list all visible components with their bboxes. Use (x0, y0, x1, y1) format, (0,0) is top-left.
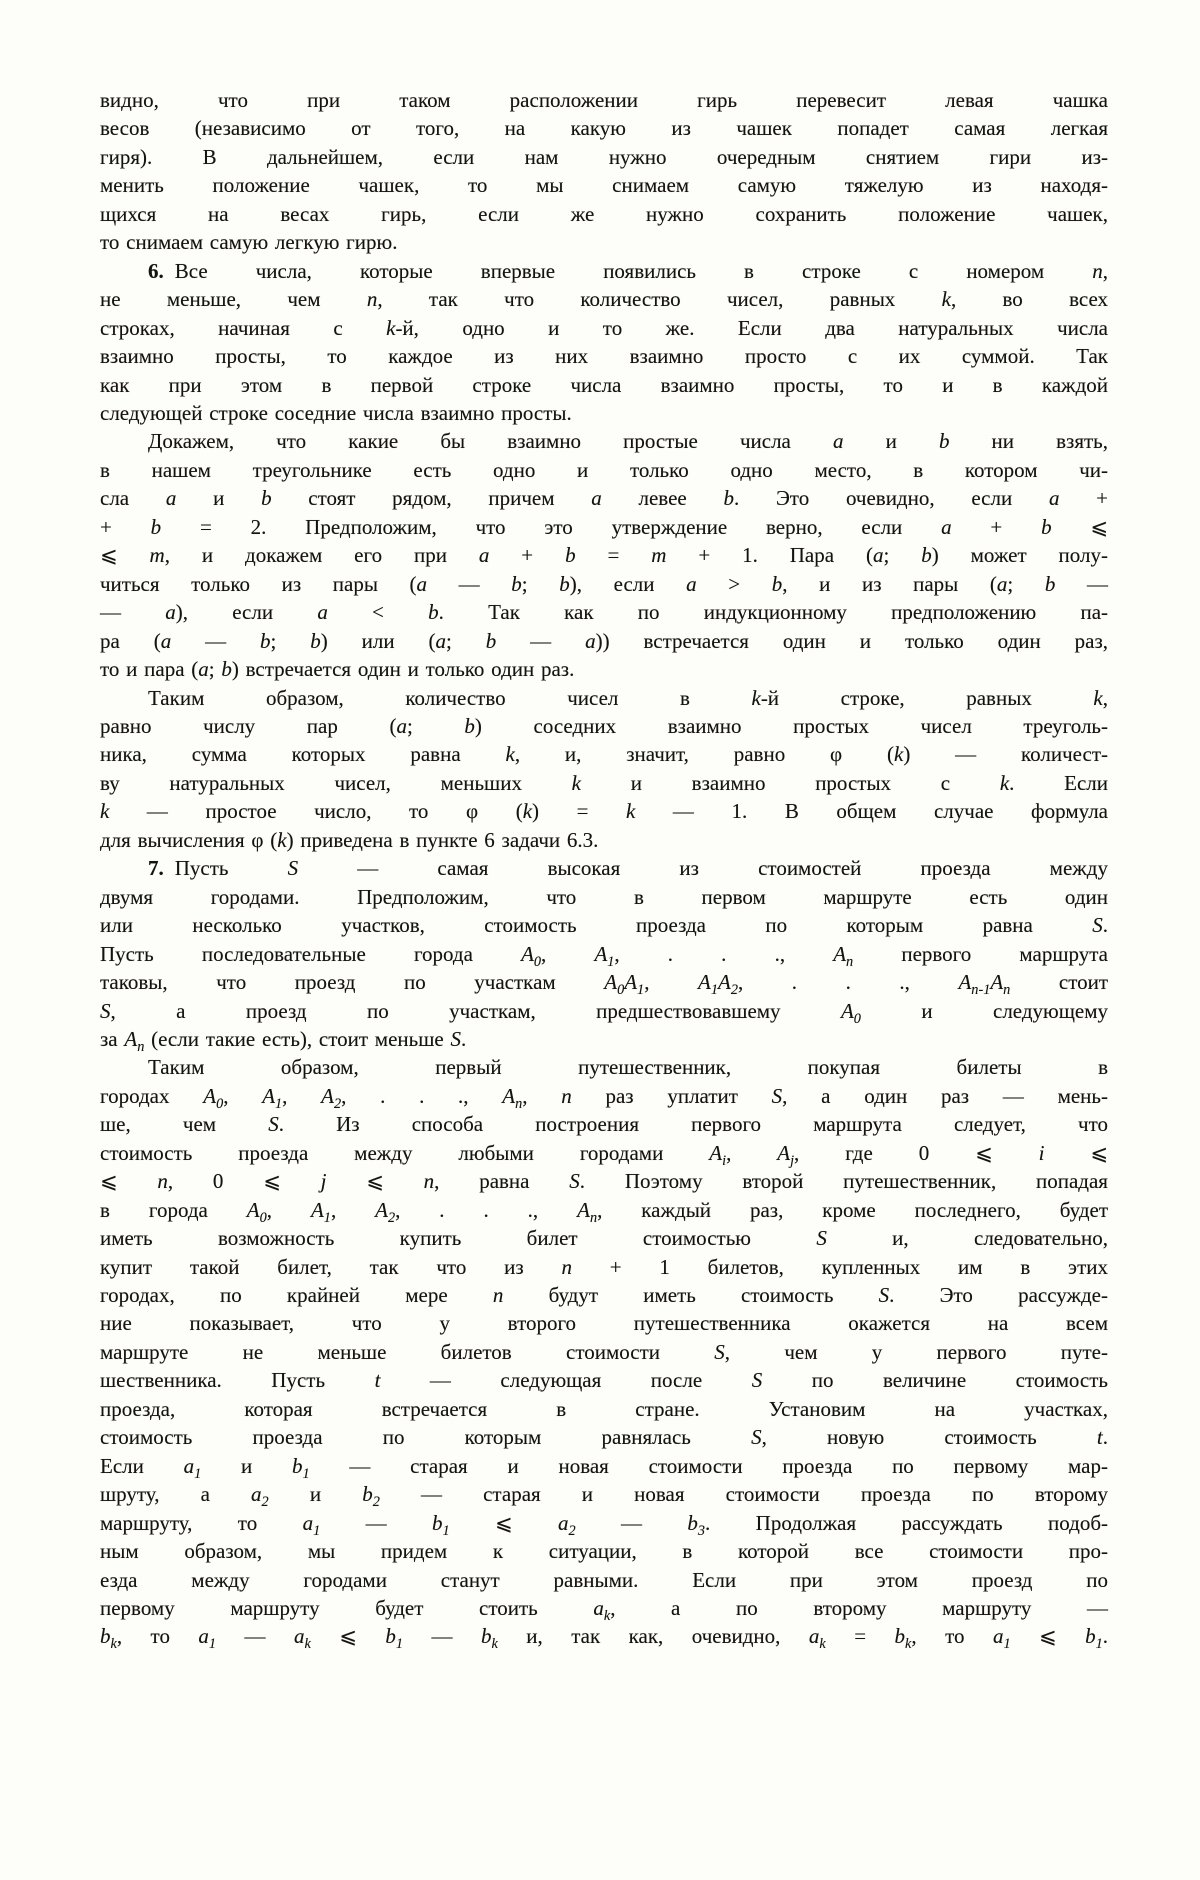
text-line (100, 797, 1108, 825)
text-line-content: ⩽ n, 0 ⩽ j ⩽ n, равна S. Поэтому второй путешественник, попадая (100, 1169, 1108, 1194)
text-line (100, 171, 1108, 199)
text-line-content: таковы, что проезд по участкам $A_0A_1$, $A_1A_2$, . . ., $A_{n-1}A_n$ стоит (100, 970, 1109, 999)
text-line-content: двумя городами. Предположим, что в первом маршруте есть один (100, 884, 1108, 909)
text-line-content: не меньше, чем n, так что количество чисел, равных k, во всех (100, 287, 1109, 312)
text-line-content: гиря). В дальнейшем, если нам нужно очередным снятием гири из- (100, 144, 1108, 169)
text-line-content: следующей строке соседние числа взаимно просты. (100, 400, 572, 425)
text-line (100, 1082, 1108, 1113)
paragraph-problem-6 (100, 257, 1108, 428)
text-line-content: читься только из пары (a — b; b), если a > b, и из пары (a; b — (100, 571, 1109, 596)
problem-number: 7. (148, 856, 164, 881)
text-line-content: езда между городами станут равными. Если при этом проезд по (100, 1567, 1108, 1592)
text-line (100, 1025, 1108, 1056)
text-line (100, 570, 1108, 598)
text-line (100, 399, 1108, 427)
text-line (100, 1338, 1108, 1366)
text-line-content: купит такой билет, так что из n + 1 билетов, купленных им в этих (100, 1254, 1108, 1279)
text-line-content: Пусть последовательные города $A_0$, $A_1$, . . ., $A_n$ первого маршрута (100, 941, 1108, 970)
text-line (100, 541, 1108, 569)
text-line (100, 1309, 1108, 1337)
text-line (100, 1167, 1108, 1195)
text-line (100, 854, 1108, 882)
text-line (100, 1566, 1108, 1594)
text-line (100, 285, 1108, 313)
text-line-content: щихся на весах гирь, если же нужно сохранить положение чашек, (100, 201, 1108, 226)
text-line-content: в города $A_0$, $A_1$, $A_2$, . . ., $A_n$, каждый раз, кроме последнего, будет (100, 1197, 1109, 1226)
text-line (100, 684, 1108, 712)
text-line-content: $b_k$, то $a_1$ — $a_k$ ⩽ $b_1$ — $b_k$ и, так как, очевидно, $a_k = b_k$, то $a_1$ ⩽ $b_1$. (100, 1624, 1108, 1653)
text-line (100, 427, 1108, 455)
text-line (100, 883, 1108, 911)
text-line (100, 1480, 1108, 1511)
text-line (100, 598, 1108, 626)
text-line-content: Все числа, которые впервые появились в строке с номером n, (174, 258, 1108, 283)
paragraph (100, 1053, 1108, 1651)
problem-number: 6. (148, 258, 164, 283)
text-line (100, 1253, 1108, 1281)
text-line (100, 940, 1108, 968)
text-line (100, 1395, 1108, 1423)
text-line-content: равно числу пар (a; b) соседних взаимно простых чисел треуголь- (100, 713, 1108, 738)
text-line (100, 456, 1108, 484)
text-line-content: городах $A_0$, $A_1$, $A_2$, . . ., $A_n$, n раз уплатит S, а один раз — мень- (100, 1083, 1108, 1113)
text-line-content: S, а проезд по участкам, предшествовавшему $A_0$ и следующему (100, 998, 1108, 1027)
text-line-content: ным образом, мы придем к ситуации, в которой все стоимости про- (100, 1539, 1108, 1564)
text-line (100, 1110, 1108, 1138)
text-line (100, 513, 1108, 541)
text-line-content: ше, чем S. Из способа построения первого маршрута следует, что (100, 1112, 1108, 1137)
text-line-content: ние показывает, что у второго путешественника окажется на всем (100, 1311, 1108, 1336)
text-line-content: ра (a — b; b) или (a; b — a)) встречается один и только один раз, (100, 628, 1108, 653)
text-line-content: — a), если a < b. Так как по индукционному предположению па- (100, 600, 1109, 625)
text-line-content: ника, сумма которых равна k, и, значит, равно φ (k) — количест- (100, 742, 1108, 767)
text-line (100, 826, 1108, 854)
text-line-content: в нашем треугольнике есть одно и только одно место, в котором чи- (100, 457, 1108, 482)
text-line (100, 968, 1109, 999)
text-line-content: видно, что при таком расположении гирь перевесит левая чашка (100, 88, 1108, 112)
text-line (100, 114, 1108, 142)
text-line (100, 655, 1108, 683)
text-line-content: менить положение чашек, то мы снимаем самую тяжелую из находя- (100, 173, 1108, 198)
text-line (100, 1594, 1108, 1625)
text-line-content: k — простое число, то φ (k) = k — 1. В общем случае формула (100, 799, 1108, 824)
text-line-content: ву натуральных чисел, меньших k и взаимно простых с k. Если (100, 770, 1108, 795)
text-line (100, 1537, 1108, 1565)
text-column (100, 86, 1108, 1651)
text-line-content: взаимно просты, то каждое из них взаимно просто с их суммой. Так (100, 344, 1108, 369)
text-line-content: стоимость проезда между любыми городами $A_i$, $A_j$, где 0 ⩽ i ⩽ (100, 1140, 1109, 1169)
text-line-content: первому маршруту будет стоить $a_k$, а по второму маршруту — (100, 1596, 1108, 1625)
text-line (100, 1196, 1108, 1224)
paragraph (100, 684, 1108, 855)
text-line-content: или несколько участков, стоимость проезда по которым равна S. (100, 913, 1108, 938)
text-line (100, 1224, 1108, 1252)
text-line (100, 484, 1108, 512)
text-line (100, 1281, 1108, 1309)
text-line-content: для вычисления φ (k) приведена в пункте 6 задачи 6.3. (100, 827, 599, 852)
text-line-content: ⩽ m, и докажем его при a + b = m + 1. Пара (a; b) может полу- (100, 543, 1108, 568)
text-line-content: + b = 2. Предположим, что это утверждение верно, если a + b ⩽ (100, 514, 1109, 539)
text-line (100, 1452, 1108, 1480)
text-line-content: маршруте не меньше билетов стоимости S, чем у первого путе- (100, 1339, 1108, 1364)
text-line (100, 228, 1108, 256)
text-line-content: маршруту, то $a_1$ — $b_1$ ⩽ $a_2$ — $b_3$. Продолжая рассуждать подоб- (100, 1510, 1108, 1539)
text-line-content: весов (независимо от того, на какую из чашек попадет самая легкая (100, 116, 1108, 141)
text-line-content: Таким образом, первый путешественник, покупая билеты в (148, 1055, 1108, 1080)
text-line (100, 371, 1108, 399)
text-line-content: сла a и b стоят рядом, причем a левее b. Это очевидно, если a + (100, 486, 1109, 511)
text-line-content: за $A_n$ (если такие есть), стоит меньше S. (100, 1026, 467, 1056)
text-line (100, 1423, 1108, 1451)
text-line-content: иметь возможность купить билет стоимостью S и, следовательно, (100, 1226, 1108, 1251)
text-line (100, 1509, 1108, 1537)
text-line-content: то и пара (a; b) встречается один и только один раз. (100, 657, 575, 682)
paragraph-problem-7 (100, 854, 1109, 1056)
text-line-content: стоимость проезда по которым равнялась S, новую стоимость t. (100, 1425, 1108, 1450)
text-line-content: как при этом в первой строке числа взаимно просты, то и в каждой (100, 372, 1108, 397)
text-line-content: Пусть S — самая высокая из стоимостей проезда между (174, 856, 1108, 881)
text-line (100, 200, 1108, 228)
text-line (100, 911, 1108, 939)
paragraph (100, 427, 1108, 683)
text-line (100, 769, 1108, 797)
text-line (100, 342, 1108, 370)
text-line-content: то снимаем самую легкую гирю. (100, 230, 398, 255)
text-line (100, 314, 1108, 342)
text-line (100, 143, 1108, 171)
text-line-content: Таким образом, количество чисел в k-й строке, равных k, (148, 685, 1108, 710)
text-line-content: шруту, а $a_2$ и $b_2$ — старая и новая стоимости проезда по второму (100, 1482, 1108, 1511)
text-line-content: Докажем, что какие бы взаимно простые числа a и b ни взять, (148, 429, 1108, 454)
text-line (100, 740, 1108, 768)
text-line (100, 997, 1108, 1025)
text-line-content: проезда, которая встречается в стране. Установим на участках, (100, 1396, 1108, 1421)
text-line (100, 1053, 1108, 1081)
text-line-content: Если $a_1$ и $b_1$ — старая и новая стоимости проезда по первому мар- (100, 1453, 1108, 1482)
paragraph (100, 86, 1108, 257)
text-line-content: строках, начиная с k-й, одно и то же. Если два натуральных числа (100, 315, 1108, 340)
text-line (100, 1139, 1108, 1167)
text-line-content: городах, по крайней мере n будут иметь стоимость S. Это рассужде- (100, 1283, 1108, 1308)
text-line (100, 1366, 1108, 1394)
text-line-content: шественника. Пусть t — следующая после S по величине стоимость (100, 1368, 1109, 1393)
text-line (100, 257, 1108, 285)
text-line (100, 712, 1108, 740)
text-line (100, 86, 1108, 114)
text-line (100, 627, 1108, 655)
text-line (100, 1622, 1108, 1653)
